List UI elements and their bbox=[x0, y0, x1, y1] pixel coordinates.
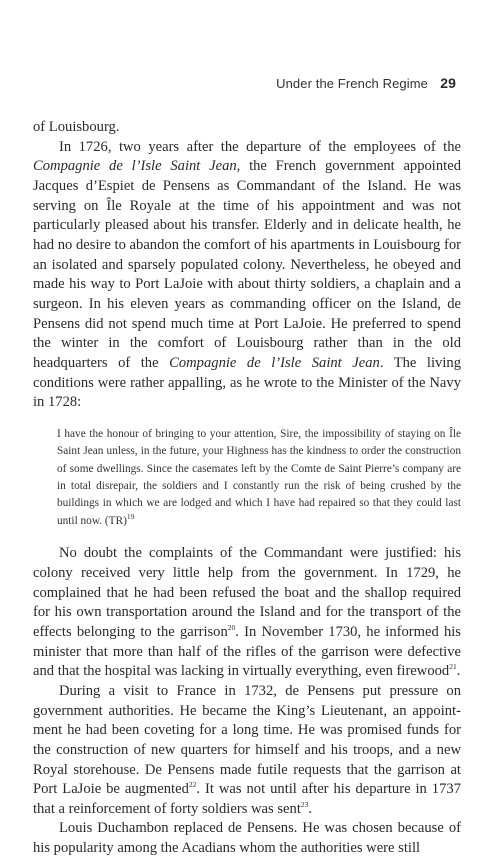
body-text bbox=[33, 118, 461, 859]
text-run: No doubt the complaints of the Commandant were justified: his colony received very little help from the government. In 1729, he complained that he had been refused the boat and the shallop required for his own transportation around the Island and for the transport of the effects belonging to the garrison bbox=[33, 545, 461, 640]
text-run: , the French government appointed Jacques d’Espiet de Pensens as Commandant of the Island. He was serving on Île Royale at the time of his appointment and was not particularly pleased about his transfer. Elderly and in delicate health, he had no desire to abandon the comfort of his apartments in Louisbourg for an isolated and sparsely populated colony. Nevertheless, he obeyed and made his way to Port LaJoie with about thirty soldiers, a chaplain and a surgeon. In his eleven years as commanding officer on the Island, de Pensens did not spend much time at Port LaJoie. He preferred to spend the winter in the comfort of Louisbourg rather than in the old headquarters of the bbox=[33, 158, 461, 371]
block-quote-paragraph bbox=[57, 426, 461, 530]
footnote-ref: 19 bbox=[126, 512, 135, 522]
text-run: . bbox=[456, 663, 461, 680]
paragraphs-before-quote bbox=[33, 118, 461, 413]
italic-title: Compagnie de l’Isle Saint Jean bbox=[169, 354, 380, 371]
text-run: . In November 1730, he informed his minister that more than half of the rifles of the garrison were defective and that the hospital was lacking in virtually everything, even firewood bbox=[33, 623, 461, 680]
running-head-title: Under the French Regime bbox=[276, 76, 428, 91]
paragraphs-after-quote bbox=[33, 544, 461, 859]
body-paragraph bbox=[33, 138, 461, 413]
text-run: . bbox=[308, 800, 313, 817]
text-run: In 1726, two years after the departure of the employees of the bbox=[59, 138, 461, 155]
text-run: . It was not until after his departure in 1737 that a reinforcement of forty soldiers was sent bbox=[33, 781, 461, 817]
footnote-ref: 23 bbox=[300, 799, 309, 809]
text-run: I have the honour of bringing to your attention, Sire, the impossibility of staying on Île Saint Jean unless, in the future, your Highness has the kindness to order the construction of some dwellings. Since the casemates left by the Comte de Saint Pierre’s company are in total disrepair, the soldiers and I constantly run the risk of being crushed by the buildings in which we are lodged and which I have had repaired so that they could last until now. (TR) bbox=[57, 427, 461, 527]
footnote-ref: 20 bbox=[227, 623, 236, 633]
text-run: During a visit to France in 1732, de Pensens put pressure on government authorities. He became the King’s Lieutenant, an appointment he had been coveting for a long time. He was promised funds for the construction of new quarters for himself and his troops, and a new Royal storehouse. De Pensens made futile requests that the garrison at Port LaJoie be augmented bbox=[33, 682, 461, 798]
running-head bbox=[276, 75, 456, 92]
body-paragraph bbox=[33, 819, 461, 858]
text-run: Louis Duchambon replaced de Pensens. He was chosen because of his popularity among the Acadians whom the authorities were still bbox=[33, 820, 461, 857]
text-run: of Louisbourg. bbox=[33, 119, 120, 135]
footnote-ref: 22 bbox=[188, 780, 197, 790]
italic-title: Compagnie de l’Isle Saint Jean bbox=[33, 158, 237, 175]
footnote-ref: 21 bbox=[449, 662, 457, 672]
page-number: 29 bbox=[440, 75, 456, 91]
body-paragraph bbox=[33, 544, 461, 682]
block-quote bbox=[57, 426, 461, 530]
body-paragraph bbox=[33, 682, 461, 820]
body-paragraph bbox=[33, 118, 461, 138]
text-run: . The living conditions were rather appalling, as he wrote to the Minister of the Navy in 1728: bbox=[33, 354, 461, 411]
